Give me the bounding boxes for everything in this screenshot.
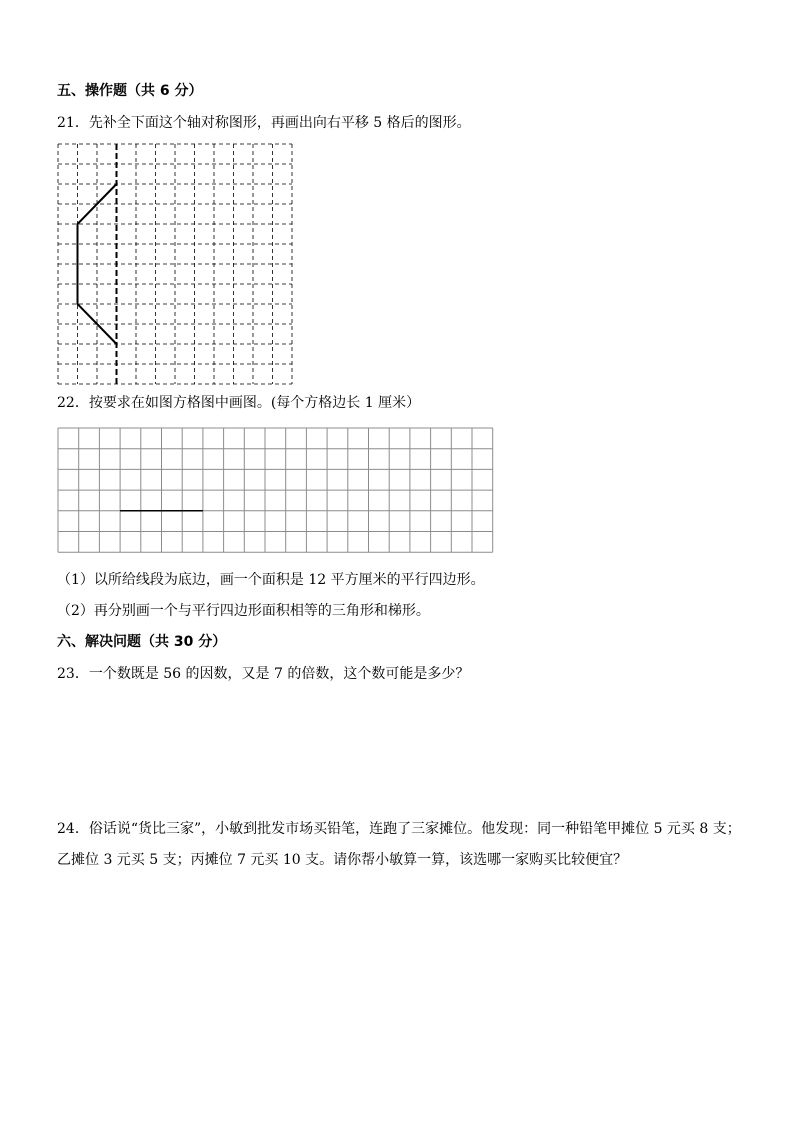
question-21: 21．先补全下面这个轴对称图形，再画出向右平移 5 格后的图形。 [57,115,471,131]
question-22-part-2: （2）再分别画一个与平行四边形面积相等的三角形和梯形。 [57,603,430,619]
symmetry-grid [57,143,294,386]
area-grid [57,427,495,554]
section-5-title: 五、操作题（共 6 分） [57,83,203,99]
section-6-title: 六、解决问题（共 30 分） [57,634,227,650]
question-24: 24．俗话说“货比三家”，小敏到批发市场买铅笔，连跑了三家摊位。他发现：同一种铅笔甲摊位 5 元买 8 支；乙摊位 3 元买 5 支；丙摊位 7 元买 10 支。请你帮小敏算一算，该选哪一家购买比较便宜？ [57,821,741,868]
question-23: 23．一个数既是 56 的因数，又是 7 的倍数，这个数可能是多少？ [57,666,470,682]
question-22-part-1: （1）以所给线段为底边，画一个面积是 12 平方厘米的平行四边形。 [57,572,485,588]
question-22: 22．按要求在如图方格图中画图。(每个方格边长 1 厘米） [57,395,421,411]
